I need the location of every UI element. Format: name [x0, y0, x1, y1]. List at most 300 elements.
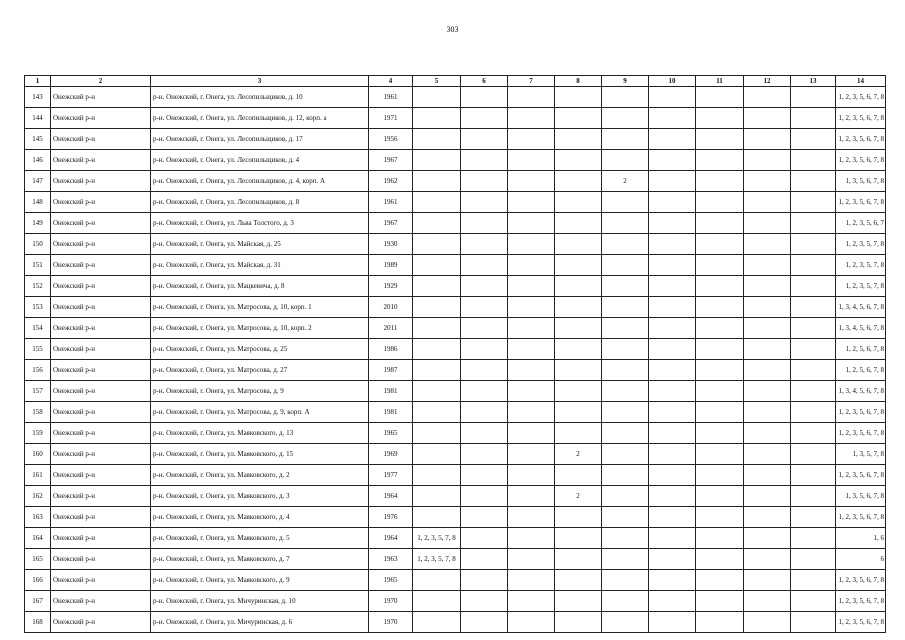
col13-cell: [791, 549, 836, 570]
col10-cell: [649, 549, 696, 570]
row-number: 159: [25, 423, 51, 444]
col7-cell: [508, 486, 555, 507]
year-cell: 2011: [369, 318, 413, 339]
row-number: 158: [25, 402, 51, 423]
column-header-10: 10: [649, 76, 696, 87]
col7-cell: [508, 87, 555, 108]
col9-cell: [602, 612, 649, 633]
col5-cell: [413, 297, 461, 318]
column-header-12: 12: [744, 76, 791, 87]
col10-cell: [649, 276, 696, 297]
col13-cell: [791, 339, 836, 360]
col5-cell: [413, 381, 461, 402]
year-cell: 1989: [369, 255, 413, 276]
col7-cell: [508, 255, 555, 276]
col9-cell: [602, 150, 649, 171]
row-number: 153: [25, 297, 51, 318]
col14-cell: 1, 2, 3, 5, 6, 7, 8: [836, 591, 886, 612]
col7-cell: [508, 612, 555, 633]
address-cell: р-н. Онежский, г. Онега, ул. Майская, д. 25: [151, 234, 369, 255]
col9-cell: [602, 255, 649, 276]
col11-cell: [696, 234, 744, 255]
row-number: 156: [25, 360, 51, 381]
col13-cell: [791, 171, 836, 192]
col5-cell: [413, 192, 461, 213]
col14-cell: 1, 3, 4, 5, 6, 7, 8: [836, 381, 886, 402]
district-cell: Онежский р-н: [51, 360, 151, 381]
col7-cell: [508, 360, 555, 381]
column-header-8: 8: [555, 76, 602, 87]
col9-cell: [602, 276, 649, 297]
col8-cell: [555, 234, 602, 255]
col10-cell: [649, 570, 696, 591]
district-cell: Онежский р-н: [51, 591, 151, 612]
column-header-5: 5: [413, 76, 461, 87]
col9-cell: [602, 402, 649, 423]
col10-cell: [649, 171, 696, 192]
year-cell: 1981: [369, 381, 413, 402]
col10-cell: [649, 297, 696, 318]
col11-cell: [696, 591, 744, 612]
year-cell: 1969: [369, 444, 413, 465]
col9-cell: 2: [602, 171, 649, 192]
col8-cell: [555, 381, 602, 402]
year-cell: 1981: [369, 402, 413, 423]
col5-cell: [413, 171, 461, 192]
row-number: 148: [25, 192, 51, 213]
col9-cell: [602, 192, 649, 213]
col11-cell: [696, 549, 744, 570]
column-header-11: 11: [696, 76, 744, 87]
table-body: [25, 87, 886, 633]
year-cell: 1987: [369, 360, 413, 381]
address-cell: р-н. Онежский, г. Онега, ул. Мацкевича, д. 8: [151, 276, 369, 297]
col7-cell: [508, 570, 555, 591]
col6-cell: [461, 192, 508, 213]
col11-cell: [696, 507, 744, 528]
col14-cell: 1, 6: [836, 528, 886, 549]
col14-cell: 1, 2, 5, 6, 7, 8: [836, 339, 886, 360]
col7-cell: [508, 129, 555, 150]
col14-cell: 1, 2, 3, 5, 7, 8: [836, 234, 886, 255]
col8-cell: [555, 297, 602, 318]
address-cell: р-н. Онежский, г. Онега, ул. Лесопильщиков, д. 4, корп. А: [151, 171, 369, 192]
col8-cell: 2: [555, 486, 602, 507]
col10-cell: [649, 255, 696, 276]
district-cell: Онежский р-н: [51, 129, 151, 150]
col6-cell: [461, 360, 508, 381]
row-number: 165: [25, 549, 51, 570]
col10-cell: [649, 108, 696, 129]
col11-cell: [696, 255, 744, 276]
col12-cell: [744, 465, 791, 486]
district-cell: Онежский р-н: [51, 528, 151, 549]
year-cell: 1962: [369, 171, 413, 192]
col8-cell: [555, 255, 602, 276]
col8-cell: [555, 570, 602, 591]
year-cell: 1964: [369, 528, 413, 549]
col6-cell: [461, 129, 508, 150]
col8-cell: [555, 150, 602, 171]
address-cell: р-н. Онежский, г. Онега, ул. Матросова, д. 9: [151, 381, 369, 402]
col5-cell: [413, 591, 461, 612]
col6-cell: [461, 444, 508, 465]
col12-cell: [744, 528, 791, 549]
col13-cell: [791, 381, 836, 402]
col9-cell: [602, 423, 649, 444]
col13-cell: [791, 192, 836, 213]
col11-cell: [696, 213, 744, 234]
row-number: 168: [25, 612, 51, 633]
col6-cell: [461, 213, 508, 234]
address-cell: р-н. Онежский, г. Онега, ул. Лесопильщиков, д. 17: [151, 129, 369, 150]
col5-cell: 1, 2, 3, 5, 7, 8: [413, 528, 461, 549]
col9-cell: [602, 549, 649, 570]
col12-cell: [744, 87, 791, 108]
col5-cell: [413, 486, 461, 507]
district-cell: Онежский р-н: [51, 339, 151, 360]
col13-cell: [791, 276, 836, 297]
year-cell: 1970: [369, 591, 413, 612]
col12-cell: [744, 318, 791, 339]
table-row: [25, 171, 886, 192]
col11-cell: [696, 192, 744, 213]
col12-cell: [744, 486, 791, 507]
col7-cell: [508, 171, 555, 192]
address-cell: р-н. Онежский, г. Онега, ул. Мичуринская, д. 10: [151, 591, 369, 612]
col9-cell: [602, 591, 649, 612]
col9-cell: [602, 360, 649, 381]
row-number: 150: [25, 234, 51, 255]
district-cell: Онежский р-н: [51, 381, 151, 402]
col7-cell: [508, 591, 555, 612]
col9-cell: [602, 87, 649, 108]
col14-cell: 1, 2, 3, 5, 6, 7, 8: [836, 108, 886, 129]
col5-cell: [413, 339, 461, 360]
col13-cell: [791, 234, 836, 255]
table-row: [25, 360, 886, 381]
col13-cell: [791, 528, 836, 549]
col14-cell: 1, 3, 5, 6, 7, 8: [836, 171, 886, 192]
col10-cell: [649, 402, 696, 423]
col7-cell: [508, 108, 555, 129]
col14-cell: 1, 2, 3, 5, 6, 7, 8: [836, 612, 886, 633]
col8-cell: [555, 318, 602, 339]
address-cell: р-н. Онежский, г. Онега, ул. Матросова, д. 10, корп. 2: [151, 318, 369, 339]
col9-cell: [602, 570, 649, 591]
district-cell: Онежский р-н: [51, 486, 151, 507]
district-cell: Онежский р-н: [51, 318, 151, 339]
col7-cell: [508, 276, 555, 297]
table-row: [25, 192, 886, 213]
col5-cell: [413, 255, 461, 276]
col10-cell: [649, 129, 696, 150]
col5-cell: [413, 402, 461, 423]
col12-cell: [744, 108, 791, 129]
col6-cell: [461, 570, 508, 591]
col13-cell: [791, 318, 836, 339]
col8-cell: [555, 339, 602, 360]
table-row: [25, 213, 886, 234]
col8-cell: [555, 129, 602, 150]
col14-cell: 1, 2, 3, 5, 6, 7, 8: [836, 87, 886, 108]
district-cell: Онежский р-н: [51, 549, 151, 570]
col10-cell: [649, 612, 696, 633]
col11-cell: [696, 528, 744, 549]
col12-cell: [744, 402, 791, 423]
col9-cell: [602, 528, 649, 549]
district-cell: Онежский р-н: [51, 87, 151, 108]
column-header-4: 4: [369, 76, 413, 87]
col9-cell: [602, 507, 649, 528]
year-cell: 1967: [369, 213, 413, 234]
year-cell: 1971: [369, 108, 413, 129]
col6-cell: [461, 108, 508, 129]
table-row: [25, 507, 886, 528]
col5-cell: [413, 213, 461, 234]
col12-cell: [744, 360, 791, 381]
col10-cell: [649, 87, 696, 108]
address-cell: р-н. Онежский, г. Онега, ул. Маяковского, д. 5: [151, 528, 369, 549]
col13-cell: [791, 612, 836, 633]
col9-cell: [602, 339, 649, 360]
col13-cell: [791, 423, 836, 444]
col13-cell: [791, 465, 836, 486]
district-cell: Онежский р-н: [51, 276, 151, 297]
col12-cell: [744, 213, 791, 234]
row-number: 163: [25, 507, 51, 528]
col10-cell: [649, 486, 696, 507]
col11-cell: [696, 108, 744, 129]
row-number: 167: [25, 591, 51, 612]
col13-cell: [791, 507, 836, 528]
year-cell: 2010: [369, 297, 413, 318]
col7-cell: [508, 234, 555, 255]
col12-cell: [744, 276, 791, 297]
col13-cell: [791, 129, 836, 150]
col6-cell: [461, 549, 508, 570]
col13-cell: [791, 591, 836, 612]
col5-cell: [413, 129, 461, 150]
col9-cell: [602, 234, 649, 255]
year-cell: 1963: [369, 549, 413, 570]
col7-cell: [508, 192, 555, 213]
col9-cell: [602, 486, 649, 507]
row-number: 151: [25, 255, 51, 276]
year-cell: 1965: [369, 423, 413, 444]
table-row: [25, 549, 886, 570]
address-cell: р-н. Онежский, г. Онега, ул. Матросова, д. 25: [151, 339, 369, 360]
row-number: 161: [25, 465, 51, 486]
col6-cell: [461, 591, 508, 612]
col7-cell: [508, 150, 555, 171]
col8-cell: [555, 213, 602, 234]
col12-cell: [744, 297, 791, 318]
col11-cell: [696, 276, 744, 297]
col10-cell: [649, 591, 696, 612]
col7-cell: [508, 528, 555, 549]
column-header-14: 14: [836, 76, 886, 87]
col11-cell: [696, 129, 744, 150]
table-row: [25, 381, 886, 402]
district-cell: Онежский р-н: [51, 507, 151, 528]
table-row: [25, 570, 886, 591]
address-cell: р-н. Онежский, г. Онега, ул. Маяковского, д. 2: [151, 465, 369, 486]
address-cell: р-н. Онежский, г. Онега, ул. Льва Толстого, д. 3: [151, 213, 369, 234]
col9-cell: [602, 444, 649, 465]
col11-cell: [696, 297, 744, 318]
col12-cell: [744, 171, 791, 192]
col14-cell: 1, 2, 3, 5, 6, 7, 8: [836, 423, 886, 444]
table-row: [25, 444, 886, 465]
col13-cell: [791, 108, 836, 129]
col6-cell: [461, 486, 508, 507]
col10-cell: [649, 150, 696, 171]
col7-cell: [508, 507, 555, 528]
row-number: 162: [25, 486, 51, 507]
row-number: 166: [25, 570, 51, 591]
col8-cell: [555, 528, 602, 549]
district-cell: Онежский р-н: [51, 570, 151, 591]
col8-cell: [555, 549, 602, 570]
year-cell: 1930: [369, 234, 413, 255]
col10-cell: [649, 381, 696, 402]
col9-cell: [602, 318, 649, 339]
col11-cell: [696, 171, 744, 192]
table-row: [25, 402, 886, 423]
col10-cell: [649, 192, 696, 213]
col5-cell: [413, 87, 461, 108]
col5-cell: [413, 423, 461, 444]
table-row: [25, 591, 886, 612]
year-cell: 1965: [369, 570, 413, 591]
col5-cell: 1, 2, 3, 5, 7, 8: [413, 549, 461, 570]
district-cell: Онежский р-н: [51, 444, 151, 465]
table-row: [25, 486, 886, 507]
col8-cell: 2: [555, 444, 602, 465]
col5-cell: [413, 360, 461, 381]
row-number: 155: [25, 339, 51, 360]
col10-cell: [649, 360, 696, 381]
district-cell: Онежский р-н: [51, 108, 151, 129]
district-cell: Онежский р-н: [51, 171, 151, 192]
header-row: [25, 76, 886, 87]
col12-cell: [744, 339, 791, 360]
address-cell: р-н. Онежский, г. Онега, ул. Маяковского, д. 7: [151, 549, 369, 570]
year-cell: 1976: [369, 507, 413, 528]
col14-cell: 1, 2, 3, 5, 6, 7: [836, 213, 886, 234]
col5-cell: [413, 234, 461, 255]
col5-cell: [413, 444, 461, 465]
col10-cell: [649, 234, 696, 255]
col8-cell: [555, 591, 602, 612]
col12-cell: [744, 612, 791, 633]
col10-cell: [649, 507, 696, 528]
row-number: 144: [25, 108, 51, 129]
table-row: [25, 318, 886, 339]
col7-cell: [508, 444, 555, 465]
col12-cell: [744, 129, 791, 150]
col6-cell: [461, 507, 508, 528]
col10-cell: [649, 423, 696, 444]
district-cell: Онежский р-н: [51, 255, 151, 276]
col14-cell: 1, 2, 3, 5, 6, 7, 8: [836, 402, 886, 423]
address-cell: р-н. Онежский, г. Онега, ул. Маяковского, д. 13: [151, 423, 369, 444]
address-cell: р-н. Онежский, г. Онега, ул. Матросова, д. 9, корп. А: [151, 402, 369, 423]
col13-cell: [791, 213, 836, 234]
col12-cell: [744, 234, 791, 255]
table-row: [25, 423, 886, 444]
district-cell: Онежский р-н: [51, 402, 151, 423]
col11-cell: [696, 570, 744, 591]
col9-cell: [602, 213, 649, 234]
col6-cell: [461, 465, 508, 486]
table-row: [25, 339, 886, 360]
col13-cell: [791, 444, 836, 465]
col11-cell: [696, 465, 744, 486]
year-cell: 1956: [369, 129, 413, 150]
col6-cell: [461, 339, 508, 360]
col8-cell: [555, 612, 602, 633]
col13-cell: [791, 255, 836, 276]
col6-cell: [461, 402, 508, 423]
col6-cell: [461, 318, 508, 339]
table-row: [25, 234, 886, 255]
col5-cell: [413, 465, 461, 486]
district-cell: Онежский р-н: [51, 465, 151, 486]
col10-cell: [649, 213, 696, 234]
col10-cell: [649, 444, 696, 465]
col5-cell: [413, 507, 461, 528]
column-header-7: 7: [508, 76, 555, 87]
table-row: [25, 87, 886, 108]
col11-cell: [696, 150, 744, 171]
col12-cell: [744, 192, 791, 213]
col11-cell: [696, 402, 744, 423]
table-row: [25, 255, 886, 276]
housing-registry-table: [24, 75, 886, 633]
col9-cell: [602, 129, 649, 150]
district-cell: Онежский р-н: [51, 234, 151, 255]
col7-cell: [508, 465, 555, 486]
address-cell: р-н. Онежский, г. Онега, ул. Маяковского, д. 3: [151, 486, 369, 507]
address-cell: р-н. Онежский, г. Онега, ул. Матросова, д. 10, корп. 1: [151, 297, 369, 318]
col7-cell: [508, 318, 555, 339]
col11-cell: [696, 423, 744, 444]
col8-cell: [555, 360, 602, 381]
col13-cell: [791, 402, 836, 423]
row-number: 143: [25, 87, 51, 108]
col12-cell: [744, 381, 791, 402]
col7-cell: [508, 381, 555, 402]
row-number: 152: [25, 276, 51, 297]
address-cell: р-н. Онежский, г. Онега, ул. Мичуринская, д. 6: [151, 612, 369, 633]
col14-cell: 1, 3, 4, 5, 6, 7, 8: [836, 318, 886, 339]
address-cell: р-н. Онежский, г. Онега, ул. Маяковского, д. 4: [151, 507, 369, 528]
column-header-1: 1: [25, 76, 51, 87]
row-number: 145: [25, 129, 51, 150]
col13-cell: [791, 486, 836, 507]
year-cell: 1986: [369, 339, 413, 360]
address-cell: р-н. Онежский, г. Онега, ул. Маяковского, д. 9: [151, 570, 369, 591]
col6-cell: [461, 297, 508, 318]
address-cell: р-н. Онежский, г. Онега, ул. Лесопильщиков, д. 8: [151, 192, 369, 213]
row-number: 157: [25, 381, 51, 402]
page-number: 303: [446, 25, 459, 34]
col7-cell: [508, 297, 555, 318]
col6-cell: [461, 528, 508, 549]
column-header-3: 3: [151, 76, 369, 87]
